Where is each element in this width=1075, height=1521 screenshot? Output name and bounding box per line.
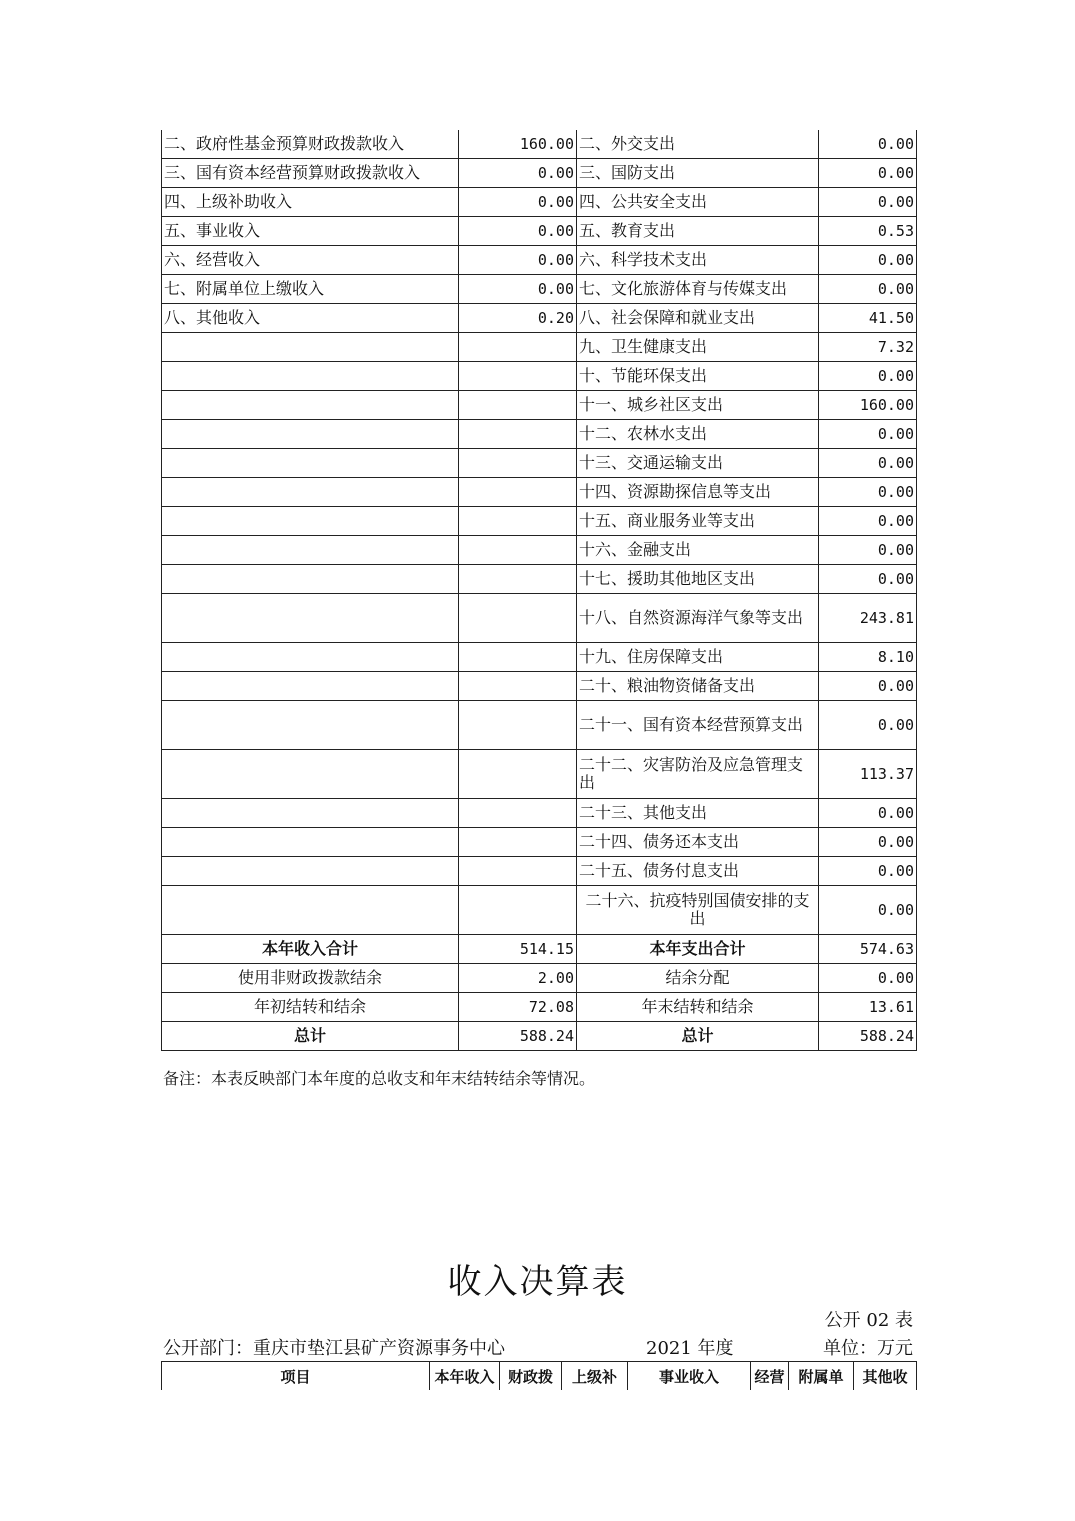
expense-value: 243.81 xyxy=(819,594,917,643)
income-label xyxy=(162,565,459,594)
income-label: 年初结转和结余 xyxy=(162,993,459,1022)
income-value xyxy=(459,333,577,362)
income-label: 六、经营收入 xyxy=(162,246,459,275)
expense-label: 十、节能环保支出 xyxy=(577,362,819,391)
table-row xyxy=(162,478,917,507)
table-note: 备注：本表反映部门本年度的总收支和年末结转结余等情况。 xyxy=(163,1069,596,1088)
expense-value: 0.00 xyxy=(819,964,917,993)
expense-label: 十四、资源勘探信息等支出 xyxy=(577,478,819,507)
expense-value: 0.00 xyxy=(819,799,917,828)
income-label xyxy=(162,799,459,828)
column-header: 项目 xyxy=(162,1362,430,1391)
table-row xyxy=(162,130,917,159)
income-label xyxy=(162,420,459,449)
column-header: 其他收 xyxy=(854,1362,917,1391)
income-value xyxy=(459,828,577,857)
income-value xyxy=(459,362,577,391)
table-row xyxy=(162,536,917,565)
expense-label: 十六、金融支出 xyxy=(577,536,819,565)
income-value xyxy=(459,507,577,536)
income-value: 2.00 xyxy=(459,964,577,993)
income-value xyxy=(459,799,577,828)
table-row xyxy=(162,594,917,643)
table-row xyxy=(162,565,917,594)
income-label: 五、事业收入 xyxy=(162,217,459,246)
summary-row-annual-total xyxy=(162,935,917,964)
income-label xyxy=(162,886,459,935)
expense-label: 四、公共安全支出 xyxy=(577,188,819,217)
expense-value: 588.24 xyxy=(819,1022,917,1051)
expense-value: 0.00 xyxy=(819,478,917,507)
income-label xyxy=(162,594,459,643)
expense-value: 0.00 xyxy=(819,886,917,935)
income-value xyxy=(459,672,577,701)
expense-label: 结余分配 xyxy=(577,964,819,993)
table-row xyxy=(162,643,917,672)
table-row xyxy=(162,750,917,799)
income-label xyxy=(162,643,459,672)
income-label xyxy=(162,857,459,886)
expense-value: 0.00 xyxy=(819,672,917,701)
income-value: 0.00 xyxy=(459,246,577,275)
expense-value: 0.00 xyxy=(819,828,917,857)
expense-label: 二十一、国有资本经营预算支出 xyxy=(577,701,819,750)
income-value xyxy=(459,420,577,449)
income-value: 514.15 xyxy=(459,935,577,964)
expense-value: 0.00 xyxy=(819,362,917,391)
income-label: 总计 xyxy=(162,1022,459,1051)
expense-label: 十七、援助其他地区支出 xyxy=(577,565,819,594)
fiscal-year: 2021 年度 xyxy=(646,1338,734,1359)
expense-value: 113.37 xyxy=(819,750,917,799)
table-row xyxy=(162,828,917,857)
expense-value: 0.00 xyxy=(819,507,917,536)
table-row xyxy=(162,799,917,828)
expense-label: 十三、交通运输支出 xyxy=(577,449,819,478)
expense-label: 七、文化旅游体育与传媒支出 xyxy=(577,275,819,304)
column-header: 附属单 xyxy=(789,1362,854,1391)
income-value xyxy=(459,391,577,420)
expense-label: 二十、粮油物资储备支出 xyxy=(577,672,819,701)
income-value xyxy=(459,857,577,886)
table-row xyxy=(162,217,917,246)
table-row xyxy=(162,275,917,304)
expense-value: 0.00 xyxy=(819,130,917,159)
income-value xyxy=(459,750,577,799)
table-row xyxy=(162,159,917,188)
expense-value: 160.00 xyxy=(819,391,917,420)
expense-value: 0.00 xyxy=(819,188,917,217)
expense-label: 十八、自然资源海洋气象等支出 xyxy=(577,594,819,643)
column-header: 本年收入 xyxy=(430,1362,500,1391)
table-row xyxy=(162,886,917,935)
income-value: 0.20 xyxy=(459,304,577,333)
income-label xyxy=(162,333,459,362)
income-value xyxy=(459,701,577,750)
income-value xyxy=(459,449,577,478)
expense-label: 二、外交支出 xyxy=(577,130,819,159)
income-label xyxy=(162,701,459,750)
expense-value: 13.61 xyxy=(819,993,917,1022)
income-table-header xyxy=(161,1361,917,1390)
income-value xyxy=(459,594,577,643)
column-header: 上级补 xyxy=(562,1362,628,1391)
table-row xyxy=(162,420,917,449)
expense-label: 三、国防支出 xyxy=(577,159,819,188)
expense-value: 0.53 xyxy=(819,217,917,246)
expense-label: 年末结转和结余 xyxy=(577,993,819,1022)
header-row xyxy=(162,1362,917,1391)
expense-value: 0.00 xyxy=(819,246,917,275)
table-row xyxy=(162,246,917,275)
expense-value: 0.00 xyxy=(819,449,917,478)
income-value xyxy=(459,643,577,672)
income-label xyxy=(162,828,459,857)
expense-label: 二十六、抗疫特别国债安排的支出 xyxy=(577,886,819,935)
summary-row-balance-use xyxy=(162,964,917,993)
income-label xyxy=(162,362,459,391)
income-label: 使用非财政拨款结余 xyxy=(162,964,459,993)
expense-label: 十九、住房保障支出 xyxy=(577,643,819,672)
income-label xyxy=(162,536,459,565)
expense-value: 0.00 xyxy=(819,701,917,750)
column-header: 经营 xyxy=(751,1362,789,1391)
table-row xyxy=(162,188,917,217)
table-row xyxy=(162,672,917,701)
table-row xyxy=(162,857,917,886)
expense-label: 二十三、其他支出 xyxy=(577,799,819,828)
income-label: 本年收入合计 xyxy=(162,935,459,964)
expense-value: 0.00 xyxy=(819,565,917,594)
table-row xyxy=(162,701,917,750)
column-header: 事业收入 xyxy=(628,1362,751,1391)
expense-value: 7.32 xyxy=(819,333,917,362)
summary-row-grand-total xyxy=(162,1022,917,1051)
expense-label: 二十二、灾害防治及应急管理支出 xyxy=(577,750,819,799)
income-label xyxy=(162,391,459,420)
table-row xyxy=(162,362,917,391)
expense-label: 八、社会保障和就业支出 xyxy=(577,304,819,333)
income-label xyxy=(162,449,459,478)
page-title: 收入决算表 xyxy=(447,1262,628,1302)
income-value: 0.00 xyxy=(459,217,577,246)
income-label: 二、政府性基金预算财政拨款收入 xyxy=(162,130,459,159)
expense-label: 二十五、债务付息支出 xyxy=(577,857,819,886)
income-value: 72.08 xyxy=(459,993,577,1022)
income-label: 四、上级补助收入 xyxy=(162,188,459,217)
table-row xyxy=(162,507,917,536)
table-row xyxy=(162,391,917,420)
income-expense-table xyxy=(161,130,917,1051)
income-label: 七、附属单位上缴收入 xyxy=(162,275,459,304)
expense-value: 574.63 xyxy=(819,935,917,964)
income-label xyxy=(162,507,459,536)
expense-label: 六、科学技术支出 xyxy=(577,246,819,275)
expense-label: 十五、商业服务业等支出 xyxy=(577,507,819,536)
income-value: 588.24 xyxy=(459,1022,577,1051)
income-label xyxy=(162,750,459,799)
expense-value: 0.00 xyxy=(819,536,917,565)
income-value: 0.00 xyxy=(459,275,577,304)
unit-label: 单位：万元 xyxy=(823,1338,913,1359)
expense-value: 8.10 xyxy=(819,643,917,672)
income-value: 0.00 xyxy=(459,188,577,217)
expense-value: 0.00 xyxy=(819,275,917,304)
table-row xyxy=(162,304,917,333)
column-header: 财政拨 xyxy=(500,1362,562,1391)
expense-label: 九、卫生健康支出 xyxy=(577,333,819,362)
form-number: 公开 02 表 xyxy=(824,1310,913,1331)
income-label xyxy=(162,478,459,507)
expense-label: 十一、城乡社区支出 xyxy=(577,391,819,420)
income-value xyxy=(459,478,577,507)
income-value xyxy=(459,536,577,565)
expense-value: 0.00 xyxy=(819,420,917,449)
expense-label: 五、教育支出 xyxy=(577,217,819,246)
expense-value: 0.00 xyxy=(819,857,917,886)
expense-label: 二十四、债务还本支出 xyxy=(577,828,819,857)
summary-row-carryover xyxy=(162,993,917,1022)
income-value xyxy=(459,565,577,594)
table-row xyxy=(162,333,917,362)
income-label xyxy=(162,672,459,701)
income-value xyxy=(459,886,577,935)
expense-value: 0.00 xyxy=(819,159,917,188)
income-label: 三、国有资本经营预算财政拨款收入 xyxy=(162,159,459,188)
expense-value: 41.50 xyxy=(819,304,917,333)
expense-label: 本年支出合计 xyxy=(577,935,819,964)
income-value: 160.00 xyxy=(459,130,577,159)
expense-label: 总计 xyxy=(577,1022,819,1051)
expense-label: 十二、农林水支出 xyxy=(577,420,819,449)
table-row xyxy=(162,449,917,478)
department-label: 公开部门：重庆市垫江县矿产资源事务中心 xyxy=(163,1338,505,1359)
income-value: 0.00 xyxy=(459,159,577,188)
income-label: 八、其他收入 xyxy=(162,304,459,333)
